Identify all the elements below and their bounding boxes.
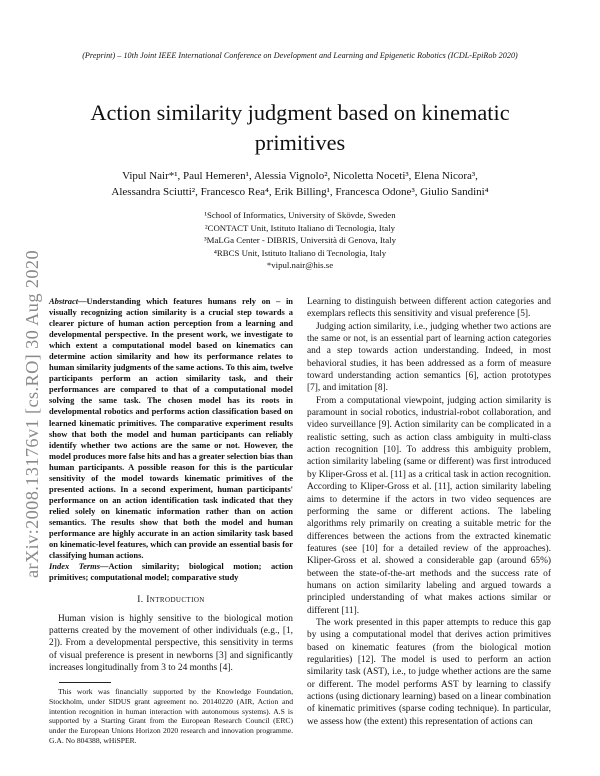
affiliation-2: ²CONTACT Unit, Istituto Italiano di Tecnologia, Italy [204,222,396,233]
right-column [307,296,551,728]
authors-line-1: Vipul Nair*¹, Paul Hemeren¹, Alessia Vignolo², Nicoletta Noceti³, Elena Nicora³, [122,170,478,182]
paper-title: Action similarity judgment based on kinematic primitives [90,100,510,155]
intro-paragraph-1-continued: Learning to distinguish between different action categories and exemplars reflects this sensitivity and visual preference [5]. [307,297,551,320]
preprint-header: (Preprint) – 10th Joint IEEE International Conference on Development and Learning and Epigenetic Robotics (ICDL-EpiRob 2020) [82,51,518,60]
intro-paragraph-1: Human vision is highly sensitive to the biological motion patterns created by the movement of other individuals (e.g., [1, 2]). From a developmental perspective, this sensitivity in terms of visual preference is present in newborns [3] and significantly increases longitudinally from 3 to 24 months [4]. [49,613,293,673]
intro-paragraph-2: Judging action similarity, i.e., judging whether two actions are the same or not, is an essential part of learning action categories and a step towards action understanding. Indeed, in most behavioral studies, it has been addressed as a form of measure toward understanding action semantics [6], action prototypes [7], and imitation [8]. [307,321,551,394]
arxiv-watermark: arXiv:2008.13176v1 [cs.RO] 30 Aug 2020 [22,250,42,578]
abstract-text: —Understanding which features humans rely on – in visually recognizing action similarity is a crucial step towards a clearer picture of human action perception from a learning and developmental perspective. In the present work, we investigate to which extent a computational model based on kinematics can determine action similarity and how its performance relates to human similarity judgments of the same actions. To this aim, twelve participants perform an action similarity task, and their performances are compared to that of a computational model solving the same task. The chosen model has its roots in developmental robotics and performs action classification based on learned kinematic primitives. The comparative experiment results show that both the model and human participants can reliably identify whether two actions are the same or not. However, the model produces more false hits and has a greater selection bias than human participants. A possible reason for this is the particular sensitivity of the model towards kinematic primitives of the presented actions. In a second experiment, human participants' performance on an action identification task indicated that they relied solely on kinematic information rather than on action semantics. The results show that both the model and human performance are highly accurate in an action similarity task based on kinematic-level features, which can provide an essential basis for classifying human actions. [49,296,293,561]
affiliation-3: ³MaLGa Center - DIBRIS, Università di Genova, Italy [204,235,396,245]
index-terms-lead: Index Terms [49,561,100,572]
authors-line-2: Alessandra Sciutti², Francesco Rea⁴, Erik Billing¹, Francesca Odone³, Giulio Sandini⁴ [111,186,489,198]
abstract-lead: Abstract [49,296,79,306]
affiliations [100,209,500,272]
intro-paragraph-4: The work presented in this paper attempts to reduce this gap by using a computational model that derives action primitives based on kinematic features (from the biological motion regularities) [12]. The model is used to perform an action similarity task (AST), i.e., to judge whether actions are the same or different. The model performs AST by learning to classify actions (using dictionary learning) based on a linear combination of kinematic primitives (sparse coding technique). In particular, we assess how (the extent) this representation of actions can [307,617,551,727]
author-list [70,168,530,200]
section-heading-introduction [49,594,293,606]
footnote-rule [59,682,111,683]
index-terms [49,561,293,583]
corresponding-email[interactable]: *vipul.nair@his.se [266,260,334,270]
abstract [49,296,293,561]
intro-paragraph-3: From a computational viewpoint, judging action similarity is paramount in social robotics, industrial-robot collaboration, and video surveillance [9]. Action similarity can be complicated in a realistic setting, such as action class ambiguity in multi-class action recognition [10]. To address this ambiguity problem, action similarity labeling (same or different) was first introduced by Kliper-Gross et al. [11] as a critical task in action recognition. According to Kliper-Gross et al. [11], action similarity labeling aims to determine if the actors in two video sequences are performing the same or different actions. The labeling algorithms rely primarily on creating a suitable metric for the differences between the actions from the extracted kinematic features (see [10] for a detailed review of the approaches). Kliper-Gross et al. showed a considerable gap (around 65%) between the state-of-the-art methods and the success rate of humans on action similarity labeling and argued towards a principled understanding of what makes actions similar or different [11]. [307,395,551,616]
section-number: I. [137,595,147,606]
section-title: Introduction [146,595,205,606]
left-column [49,296,293,746]
index-terms-text: —Action similarity; biological motion; action primitives; computational model; comparative study [49,561,293,583]
affiliation-4: ⁴RBCS Unit, Istituto Italiano di Tecnologia, Italy [213,247,387,258]
affiliation-1: ¹School of Informatics, University of Skövde, Sweden [204,210,396,220]
funding-footnote: This work was financially supported by the Knowledge Foundation, Stockholm, under SIDUS grant agreement no. 20140220 (AIR, Action and intention recognition in human interaction with autonomous systems). A.S is supported by a Starting Grant from the European Research Council (ERC) under the European Unions Horizon 2020 research and innovation programme. G.A. No 804388, wHiSPER. [49,687,293,745]
